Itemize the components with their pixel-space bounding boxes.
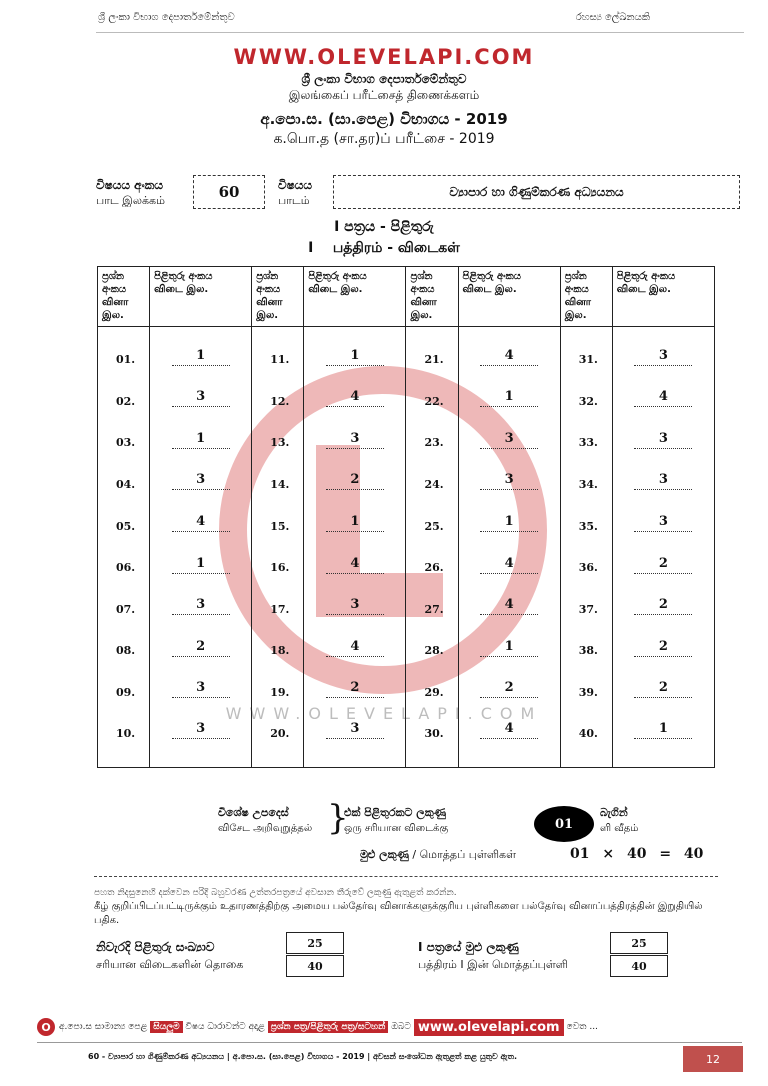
- answer-value: 2: [350, 680, 360, 696]
- table-row: [98, 547, 715, 589]
- answer-cell: [150, 672, 252, 714]
- question-number: 33.: [560, 422, 612, 464]
- answer-cell: [612, 672, 714, 714]
- answer-value: 2: [658, 597, 668, 613]
- question-number: 23.: [406, 422, 458, 464]
- answer-value: 2: [350, 472, 360, 488]
- question-number: 28.: [406, 630, 458, 672]
- marks-per-answer-label-tamil: ஒரு சரியான விடைக்கு: [344, 823, 449, 834]
- site-title: WWW.OLEVELAPI.COM: [233, 45, 535, 69]
- table-row: [98, 422, 715, 464]
- answer-cell: [304, 327, 406, 381]
- answer-cell: [150, 630, 252, 672]
- answer-cell: [150, 422, 252, 464]
- answer-cell: [612, 547, 714, 589]
- answer-cell: [150, 713, 252, 767]
- answer-cell: [150, 588, 252, 630]
- answer-value: 1: [658, 721, 668, 736]
- question-number: 15.: [252, 505, 304, 547]
- answer-cell: [304, 464, 406, 506]
- table-row: [98, 630, 715, 672]
- answer-cell: [150, 505, 252, 547]
- paper-total-bottom-box: 40: [610, 955, 668, 977]
- answer-value: 3: [350, 721, 360, 736]
- answer-cell: [150, 381, 252, 423]
- question-number: 34.: [560, 464, 612, 506]
- answer-value: 3: [658, 472, 668, 488]
- question-number: 20.: [252, 713, 304, 767]
- exam-title-sinhala: අ.පො.ස. (සා.පෙළ) විභාගය - 2019: [260, 110, 508, 128]
- subject-number-box: 60: [193, 175, 265, 209]
- correct-count-bottom-box: 40: [286, 955, 344, 977]
- answer-value: 1: [504, 389, 514, 405]
- answer-cell: [612, 464, 714, 506]
- answer-value: 1: [196, 430, 206, 446]
- question-number: 31.: [560, 327, 612, 381]
- answer-number-header: පිළිතුරු අංකය விடை இல.: [612, 267, 714, 327]
- answer-table: [97, 266, 715, 768]
- paper-total-label: I පත්‍රයේ මුළු ලකුණු பத்திரம் I இன் மொத்தப்புள்ளி: [418, 940, 568, 971]
- question-number: 24.: [406, 464, 458, 506]
- question-number: 18.: [252, 630, 304, 672]
- answer-value: 2: [658, 680, 668, 696]
- question-number: 40.: [560, 713, 612, 767]
- answer-value: 4: [504, 721, 514, 736]
- marks-per-answer-value: 01: [534, 806, 594, 842]
- subject-number-label: විෂයය අංකය பாட இலக்கம்: [96, 178, 165, 207]
- question-number: 02.: [98, 381, 150, 423]
- answer-cell: [304, 422, 406, 464]
- question-number: 10.: [98, 713, 150, 767]
- answer-cell: [458, 672, 560, 714]
- correct-count-top-box: 25: [286, 932, 344, 954]
- question-number: 17.: [252, 588, 304, 630]
- paper-title-tamil: I பத்திரம் - விடைகள்: [308, 240, 460, 256]
- footer-rule: [37, 1042, 742, 1043]
- answer-value: 2: [196, 638, 206, 654]
- question-number: 35.: [560, 505, 612, 547]
- olevelapi-logo-icon: O: [37, 1018, 55, 1036]
- answer-value: 3: [658, 430, 668, 446]
- answer-cell: [458, 630, 560, 672]
- answer-value: 4: [504, 347, 514, 363]
- header-left-text: ශ්‍රී ලංකා විභාග දෙපාර්තමේන්තුව: [98, 12, 235, 23]
- table-row: [98, 381, 715, 423]
- question-number-header: ප්‍රශ්න අංකය வினா இல.: [560, 267, 612, 327]
- subject-name-box: ව්‍යාපාර හා ගිණුම්කරණ අධ්‍යයනය: [333, 175, 740, 209]
- answer-cell: [612, 422, 714, 464]
- answer-value: 4: [350, 389, 360, 405]
- answer-value: 1: [504, 638, 514, 654]
- answer-cell: [304, 672, 406, 714]
- answer-cell: [612, 713, 714, 767]
- answer-value: 4: [658, 389, 668, 405]
- answer-cell: [458, 422, 560, 464]
- divider: [94, 876, 718, 877]
- answer-value: 4: [196, 514, 206, 530]
- question-number: 12.: [252, 381, 304, 423]
- watermark-text: WWW.OLEVELAPI.COM: [225, 704, 543, 723]
- question-number: 32.: [560, 381, 612, 423]
- department-tamil: இலங்கைப் பரீட்சைத் திணைக்களம்: [288, 88, 480, 102]
- question-number: 30.: [406, 713, 458, 767]
- answer-value: 4: [504, 597, 514, 613]
- answer-cell: [458, 547, 560, 589]
- question-number: 39.: [560, 672, 612, 714]
- answer-value: 3: [196, 472, 206, 488]
- header-rule: [96, 32, 744, 33]
- question-number: 29.: [406, 672, 458, 714]
- table-row: [98, 588, 715, 630]
- answer-number-header: පිළිතුරු අංකය விடை இல.: [458, 267, 560, 327]
- question-number: 26.: [406, 547, 458, 589]
- question-number: 04.: [98, 464, 150, 506]
- answer-cell: [458, 327, 560, 381]
- answer-value: 1: [196, 555, 206, 571]
- answer-cell: [304, 713, 406, 767]
- answer-cell: [612, 630, 714, 672]
- table-row: [98, 672, 715, 714]
- footer-banner: O අ.පො.ස සාමාන්‍ය පෙළ සියලුම විෂය ධාරාවන්ට අදාළ ප්‍රශ්න පත්‍ර/පිළිතුරු පත්‍ර/සටහන් ඔබට www.olevelapi.com වෙත ...: [37, 1016, 742, 1038]
- marks-per-answer-label: එක් පිළිතුරකට ලකුණු: [344, 806, 446, 819]
- answer-value: 3: [504, 430, 514, 446]
- answer-number-header: පිළිතුරු අංකය விடை இல.: [304, 267, 406, 327]
- answer-cell: [304, 588, 406, 630]
- table-row: [98, 327, 715, 381]
- answer-cell: [304, 505, 406, 547]
- answer-value: 3: [196, 721, 206, 736]
- question-number: 03.: [98, 422, 150, 464]
- answer-value: 1: [350, 514, 360, 530]
- department-sinhala: ශ්‍රී ලංකා විභාග දෙපාර්තමේන්තුව: [301, 72, 467, 86]
- special-instruction-label-tamil: விசேட அறிவுறுத்தல்: [218, 823, 313, 834]
- answer-cell: [612, 505, 714, 547]
- answer-value: 1: [196, 347, 206, 363]
- total-marks-label: මුළු ලකුණු / மொத்தப் புள்ளிகள்: [360, 848, 516, 861]
- per-label: බැගින්: [600, 806, 628, 819]
- answer-value: 4: [350, 555, 360, 571]
- subject-name-label: විෂයය பாடம்: [278, 178, 313, 207]
- paper-title-sinhala: I පත්‍රය - පිළිතුරු: [334, 219, 434, 235]
- correct-count-label: නිවැරදි පිළිතුරු සංඛ්‍යාව சரியான விடைகளின் தொகை: [96, 940, 244, 971]
- answer-cell: [150, 327, 252, 381]
- table-row: [98, 464, 715, 506]
- question-number: 01.: [98, 327, 150, 381]
- exam-title-tamil: க.பொ.த (சா.தர)ப் பரீட்சை - 2019: [273, 131, 495, 147]
- answer-value: 3: [196, 680, 206, 696]
- header-right-text: රහස්‍ය ලේඛනයකි: [575, 12, 650, 23]
- answer-value: 4: [350, 638, 360, 654]
- answer-value: 3: [350, 430, 360, 446]
- question-number: 38.: [560, 630, 612, 672]
- question-number: 19.: [252, 672, 304, 714]
- answer-cell: [612, 327, 714, 381]
- answer-value: 2: [658, 555, 668, 571]
- answer-cell: [304, 381, 406, 423]
- question-number: 05.: [98, 505, 150, 547]
- answer-value: 2: [504, 680, 514, 696]
- answer-cell: [458, 381, 560, 423]
- question-number: 21.: [406, 327, 458, 381]
- answer-cell: [150, 547, 252, 589]
- question-number: 07.: [98, 588, 150, 630]
- page-number: 12: [683, 1046, 743, 1072]
- answer-value: 4: [504, 555, 514, 571]
- answer-cell: [458, 713, 560, 767]
- answer-number-header: පිළිතුරු අංකය விடை இல.: [150, 267, 252, 327]
- answer-value: 3: [658, 514, 668, 530]
- question-number: 06.: [98, 547, 150, 589]
- per-label-tamil: ளி வீதம்: [600, 823, 639, 834]
- brace-glyph: }: [327, 798, 349, 838]
- question-number: 36.: [560, 547, 612, 589]
- answer-value: 3: [350, 597, 360, 613]
- answer-value: 1: [350, 347, 360, 363]
- answer-value: 3: [504, 472, 514, 488]
- question-number-header: ප්‍රශ්න අංකය வினா இல.: [252, 267, 304, 327]
- answer-cell: [304, 547, 406, 589]
- question-number: 22.: [406, 381, 458, 423]
- answer-cell: [150, 464, 252, 506]
- question-number-header: ප්‍රශ්න අංකය வினா இல.: [406, 267, 458, 327]
- question-number: 14.: [252, 464, 304, 506]
- question-number: 37.: [560, 588, 612, 630]
- total-marks-calculation: 01 × 40 = 40: [570, 846, 704, 862]
- instructions: පහත නිදසුනෙහි දක්වෙන පරිදි බහුවරණ උත්තරපත්‍රයේ අවසාන තීරුවේ ලකුණු ඇතුළත් කරන්න. கீழ் குறிப்பிடப்பட்டிருக்கும் உதாரணத்திற்கு அமைய பல்தேர்வு வினாக்களுக்குரிய புள்ளிகளை பல்தேர்வு வினாப்பத்திரத்தின் இறுதியில் பதிக.: [94, 888, 703, 926]
- answer-cell: [612, 381, 714, 423]
- paper-total-top-box: 25: [610, 932, 668, 954]
- answer-value: 3: [196, 597, 206, 613]
- question-number: 08.: [98, 630, 150, 672]
- answer-value: 3: [658, 347, 668, 363]
- answer-cell: [304, 630, 406, 672]
- answer-cell: [458, 505, 560, 547]
- question-number: 13.: [252, 422, 304, 464]
- question-number: 25.: [406, 505, 458, 547]
- question-number-header: ප්‍රශ්න අංකය வினா இல.: [98, 267, 150, 327]
- special-instruction-label: විශේෂ උපදෙස්: [218, 806, 289, 819]
- question-number: 09.: [98, 672, 150, 714]
- table-row: [98, 505, 715, 547]
- footer-text: 60 - ව්‍යාපාර හා ගිණුම්කරණ අධ්‍යයනය | අ.පො.ස. (සා.පෙළ) විභාගය - 2019 | අවසන් සංශෝධන ඇතුළත් කළ යුතුව ඇත.: [88, 1052, 517, 1061]
- question-number: 11.: [252, 327, 304, 381]
- table-row: [98, 713, 715, 767]
- footer-site-link[interactable]: www.olevelapi.com: [414, 1019, 564, 1036]
- question-number: 27.: [406, 588, 458, 630]
- answer-cell: [458, 464, 560, 506]
- answer-value: 1: [504, 514, 514, 530]
- question-number: 16.: [252, 547, 304, 589]
- answer-value: 3: [196, 389, 206, 405]
- answer-value: 2: [658, 638, 668, 654]
- answer-cell: [612, 588, 714, 630]
- answer-cell: [458, 588, 560, 630]
